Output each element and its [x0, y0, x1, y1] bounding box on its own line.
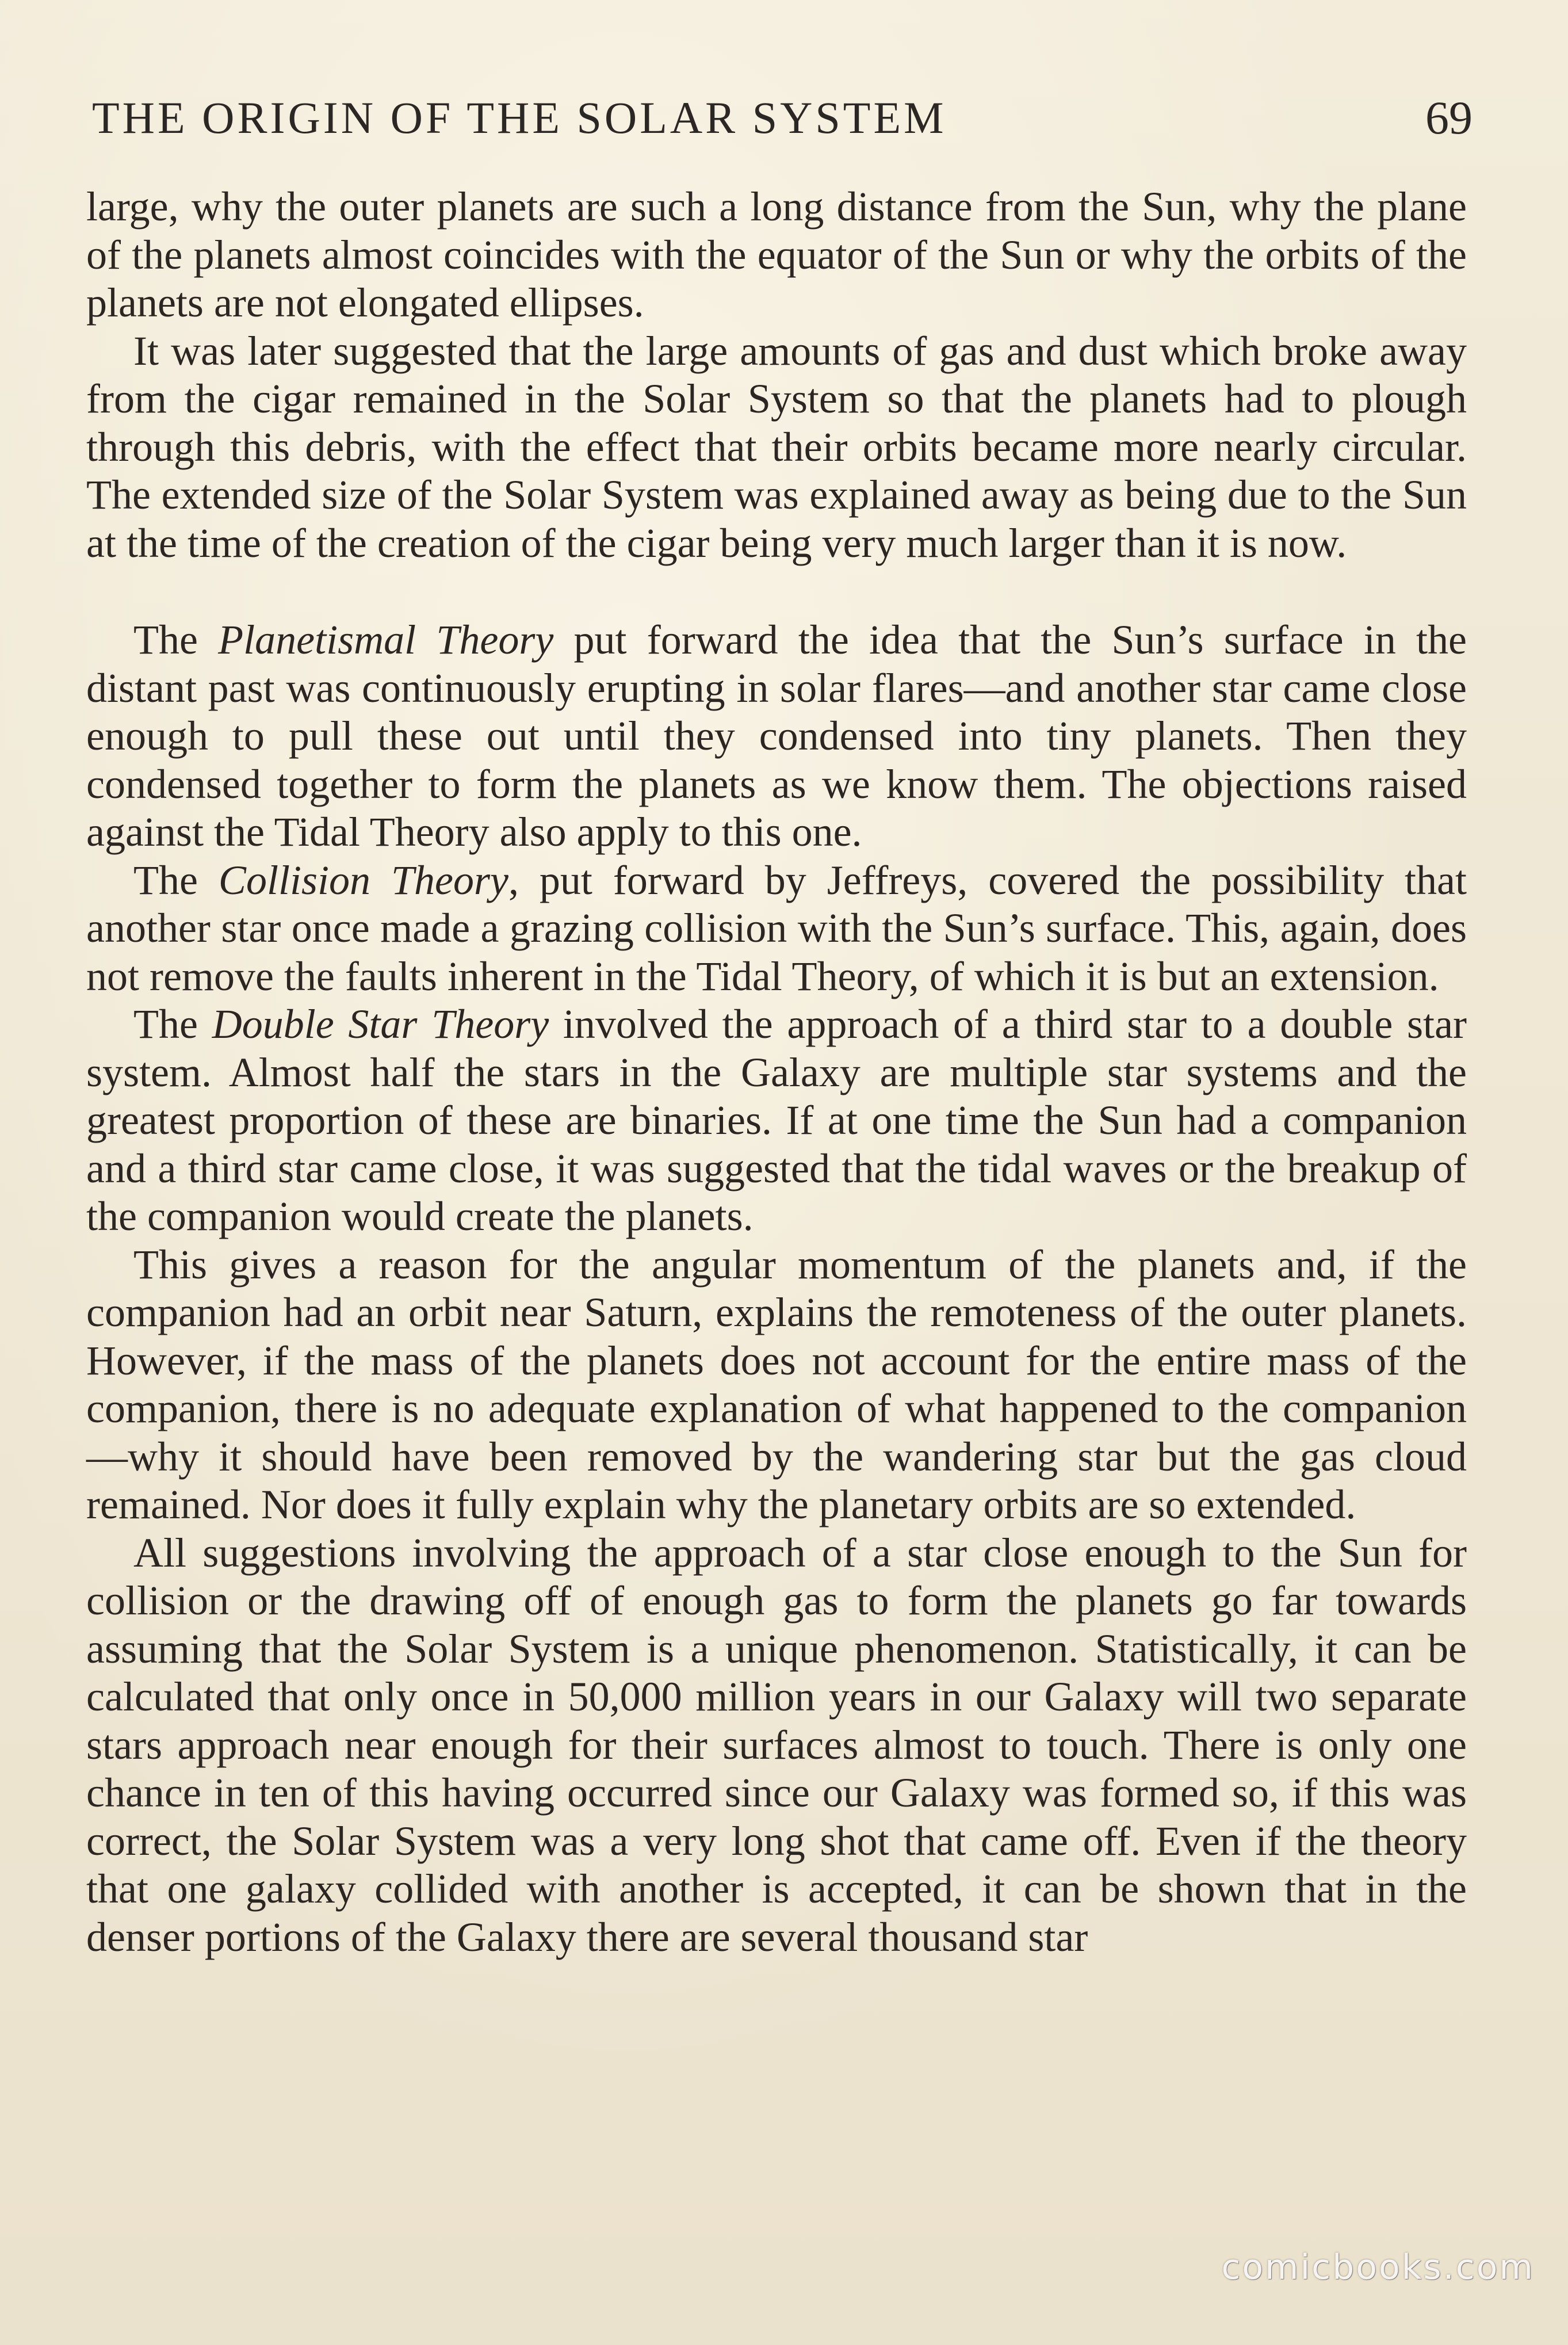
- chapter-title: THE ORIGIN OF THE SOLAR SYSTEM: [92, 93, 947, 143]
- watermark: comicbooks.com: [1221, 2247, 1535, 2287]
- theory-name: Planetismal Theory: [218, 617, 554, 663]
- paragraph: [86, 616, 1467, 857]
- body-text: [86, 183, 1467, 1961]
- theory-name: Collision Theory: [218, 857, 508, 903]
- text-segment: The: [133, 1001, 212, 1047]
- paragraph: [86, 1000, 1467, 1241]
- paragraph: [86, 327, 1467, 568]
- text-segment: large, why the outer planets are such a long distance from the Sun, why the plane of the planets almost coincides with the equator of the Sun or why the orbits of the planets are not elongated ellipses.: [86, 184, 1467, 326]
- paragraph: [86, 857, 1467, 1001]
- theory-name: Double Star Theory: [212, 1001, 549, 1047]
- text-segment: This gives a reason for the angular momentum of the planets and, if the companion had an orbit near Saturn, explains the remoteness of the outer planets. However, if the mass of the planets does not account for the entire mass of the companion, there is no adequate explanation of what happened to the companion—why it should have been removed by the wandering star but the gas cloud remained. Nor does it fully explain why the planetary orbits are so extended.: [86, 1241, 1467, 1527]
- text-segment: put forward the idea that the Sun’s surface in the distant past was continuously erupting in solar flares—and another star came close enough to pull these out until they condensed into tiny planets. Then they condensed together to form the planets as we know them. The objections raised against the Tidal Theory also apply to this one.: [86, 617, 1467, 855]
- text-segment: The: [133, 857, 219, 903]
- paragraph: [86, 1529, 1467, 1962]
- text-segment: It was later suggested that the large amounts of gas and dust which broke away from the cigar remained in the Solar System so that the planets had to plough through this debris, with the effect that their orbits became more nearly circular. The extended size of the Solar System was explained away as being due to the Sun at the time of the creation of the cigar being very much larger than it is now.: [86, 327, 1467, 566]
- text-segment: All suggestions involving the approach of a star close enough to the Sun for collision or the drawing off of enough gas to form the planets go far towards assuming that the Solar System is a unique phenomenon. Statistically, it can be calculated that only once in 50,000 million years in our Galaxy will two separate stars approach near enough for their surfaces almost to touch. There is only one chance in ten of this having occurred since our Galaxy was formed so, if this was correct, the Solar System was a very long shot that came off. Even if the theory that one galaxy collided with another is accepted, it can be shown that in the denser portions of the Galaxy there are several thousand star: [86, 1529, 1467, 1960]
- running-head: [92, 86, 1473, 150]
- text-segment: The: [133, 617, 219, 663]
- text-segment: involved the approach of a third star to a double star system. Almost half the stars in the Galaxy are multiple star systems and the greatest proportion of these are binaries. If at one time the Sun had a companion and a third star came close, it was suggested that the tidal waves or the breakup of the companion would create the planets.: [86, 1001, 1467, 1239]
- text-segment: , put forward by Jeffreys, covered the possibility that another star once made a grazing collision with the Sun’s surface. This, again, does not remove the faults inherent in the Tidal Theory, of which it is but an extension.: [86, 857, 1467, 999]
- paragraph: [86, 1241, 1467, 1529]
- page-number: 69: [1425, 91, 1473, 144]
- paragraph: [86, 183, 1467, 327]
